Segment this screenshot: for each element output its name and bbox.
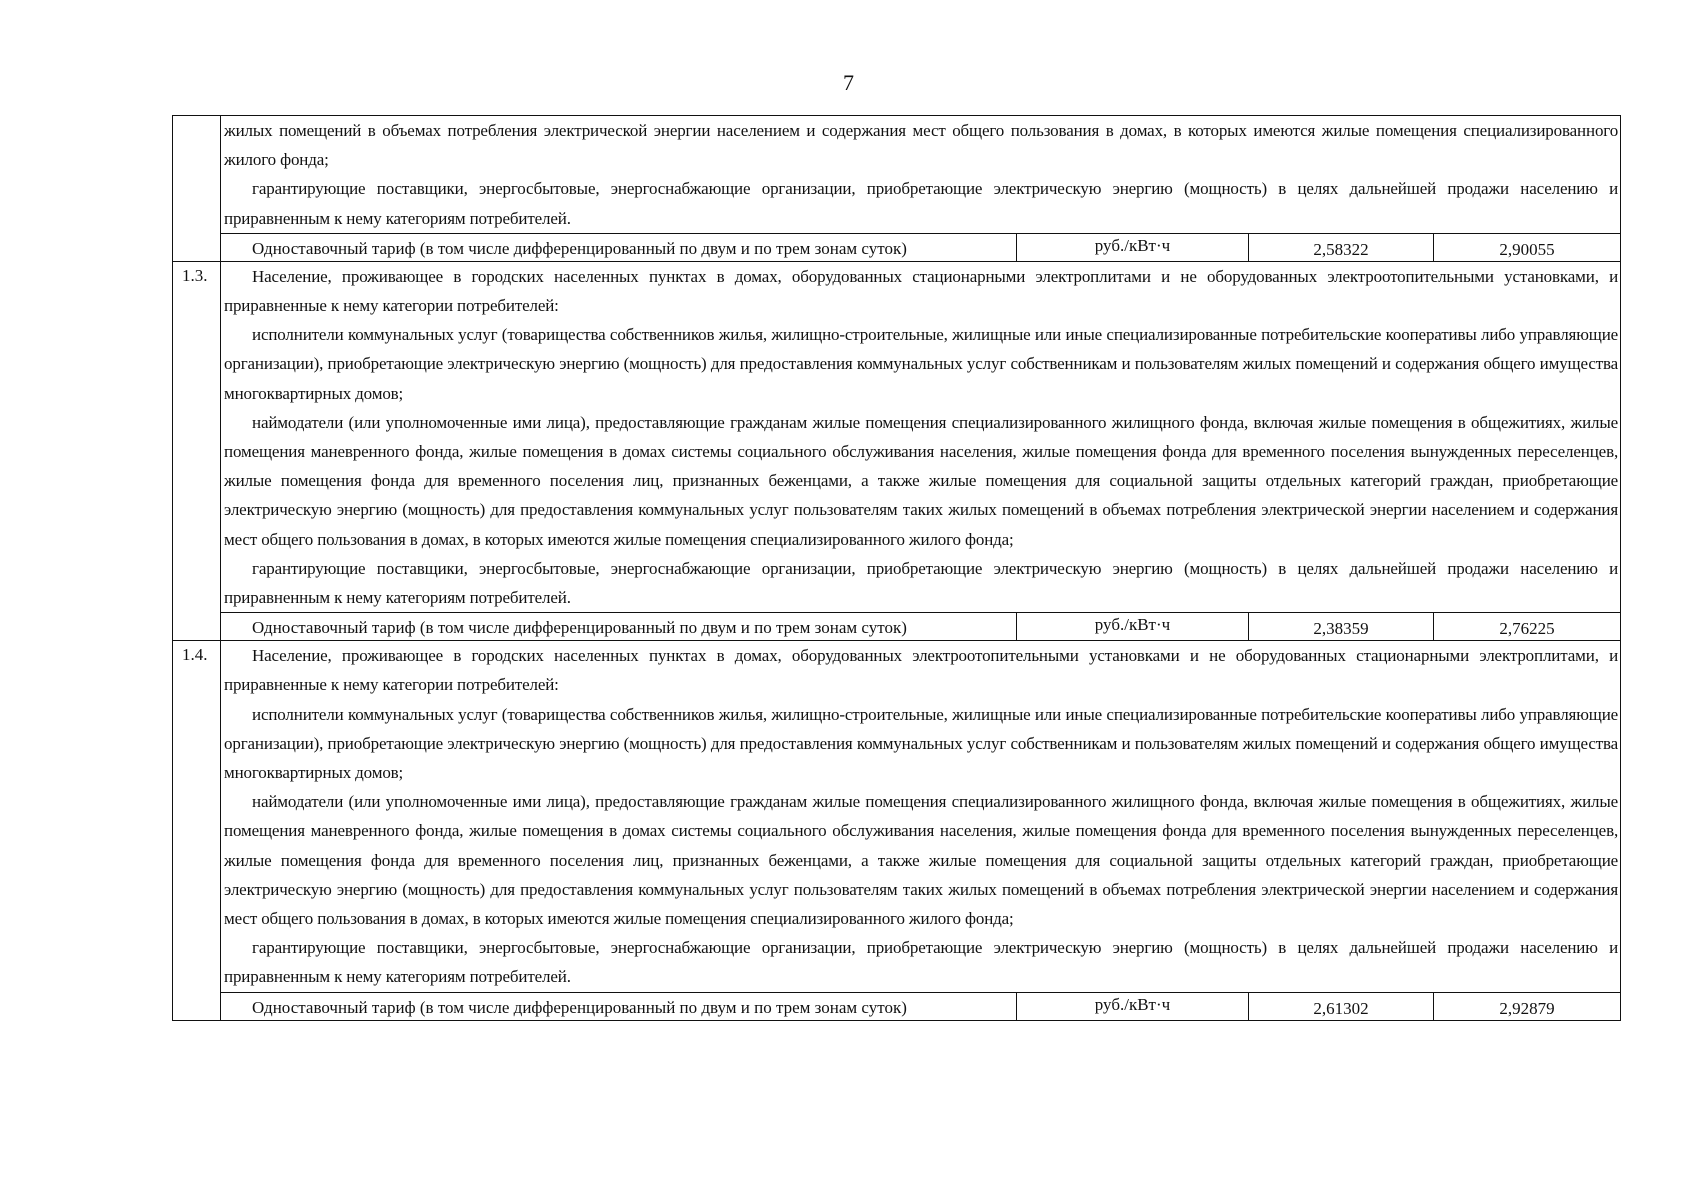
section-number: 1.3. [173, 261, 221, 640]
row-number-empty [173, 116, 221, 262]
tariff-value-1: 2,58322 [1249, 233, 1434, 261]
tariff-row [173, 233, 1621, 261]
executors-paragraph: исполнители коммунальных услуг (товарищества собственников жилья, жилищно-строительные, жилищные или иные специализированные потребительские кооперативы либо управляющие организации), приобретающие электрическую энергию (мощность) для предоставления коммунальных услуг собственникам и пользователям жилых помещений и содержания общего имущества многоквартирных домов; [224, 704, 1619, 783]
continuation-text-row [173, 116, 1621, 234]
tariff-value-1: 2,61302 [1249, 992, 1434, 1020]
landlords-paragraph: наймодатели (или уполномоченные ими лица), предоставляющие гражданам жилые помещения специализированного жилищного фонда, включая жилые помещения в общежитиях, жилые помещения маневренного фонда, жилые помещения в домах системы социального обслуживания населения, жилые помещения фонда для временного поселения вынужденных переселенцев, жилые помещения фонда для временного поселения лиц, признанных беженцами, а также жилые помещения для социальной защиты отдельных категорий граждан, приобретающие электрическую энергию (мощность) для предоставления коммунальных услуг пользователям таких жилых помещений в объемах потребления электрической энергии населением и содержания мест общего пользования в домах, в которых имеются жилые помещения специализированного жилого фонда; [224, 412, 1619, 549]
tariff-value-2: 2,92879 [1434, 992, 1621, 1020]
suppliers-paragraph: гарантирующие поставщики, энергосбытовые, энергоснабжающие организации, приобретающие электрическую энергию (мощность) в целях дальнейшей продажи населению и приравненным к нему категориям потребителей. [224, 179, 1619, 228]
continuation-paragraph: жилых помещений в объемах потребления электрической энергии населением и содержания мест общего пользования в домах, в которых имеются жилые помещения специализированного жилого фонда; [224, 121, 1619, 170]
landlords-paragraph: наймодатели (или уполномоченные ими лица), предоставляющие гражданам жилые помещения специализированного жилищного фонда, включая жилые помещения в общежитиях, жилые помещения маневренного фонда, жилые помещения в домах системы социального обслуживания населения, жилые помещения фонда для временного поселения вынужденных переселенцев, жилые помещения фонда для временного поселения лиц, признанных беженцами, а также жилые помещения для социальной защиты отдельных категорий граждан, приобретающие электрическую энергию (мощность) для предоставления коммунальных услуг пользователям таких жилых помещений в объемах потребления электрической энергии населением и содержания мест общего пользования в домах, в которых имеются жилые помещения специализированного жилого фонда; [224, 792, 1619, 929]
intro-paragraph: Население, проживающее в городских населенных пунктах в домах, оборудованных электроотопительными установками и не оборудованных стационарными электроплитами, и приравненные к нему категории потребителей: [224, 646, 1619, 695]
section-number: 1.4. [173, 641, 221, 1020]
tariff-unit: руб./кВт·ч [1017, 992, 1249, 1020]
suppliers-paragraph: гарантирующие поставщики, энергосбытовые, энергоснабжающие организации, приобретающие электрическую энергию (мощность) в целях дальнейшей продажи населению и приравненным к нему категориям потребителей. [224, 938, 1619, 987]
tariff-table [172, 115, 1621, 1021]
section-description [221, 261, 1621, 612]
tariff-unit: руб./кВт·ч [1017, 613, 1249, 641]
tariff-value-2: 2,76225 [1434, 613, 1621, 641]
tariff-name: Одноставочный тариф (в том числе дифференцированный по двум и по трем зонам суток) [221, 233, 1017, 261]
tariff-value-1: 2,38359 [1249, 613, 1434, 641]
tariff-name: Одноставочный тариф (в том числе дифференцированный по двум и по трем зонам суток) [221, 613, 1017, 641]
section-text-row [173, 641, 1621, 992]
tariff-row [173, 992, 1621, 1020]
section-description [221, 641, 1621, 992]
page-number: 7 [843, 70, 854, 95]
tariff-row [173, 613, 1621, 641]
intro-paragraph: Население, проживающее в городских населенных пунктах в домах, оборудованных стационарными электроплитами и не оборудованных электроотопительными установками, и приравненные к нему категории потребителей: [224, 266, 1619, 316]
section-text-row [173, 261, 1621, 612]
executors-paragraph: исполнители коммунальных услуг (товарищества собственников жилья, жилищно-строительные, жилищные или иные специализированные потребительские кооперативы либо управляющие организации), приобретающие электрическую энергию (мощность) для предоставления коммунальных услуг собственникам и пользователям жилых помещений и содержания общего имущества многоквартирных домов; [224, 325, 1619, 403]
continuation-description [221, 116, 1621, 234]
tariff-name: Одноставочный тариф (в том числе дифференцированный по двум и по трем зонам суток) [221, 992, 1017, 1020]
tariff-unit: руб./кВт·ч [1017, 233, 1249, 261]
tariff-value-2: 2,90055 [1434, 233, 1621, 261]
suppliers-paragraph: гарантирующие поставщики, энергосбытовые, энергоснабжающие организации, приобретающие электрическую энергию (мощность) в целях дальнейшей продажи населению и приравненным к нему категориям потребителей. [224, 558, 1619, 608]
